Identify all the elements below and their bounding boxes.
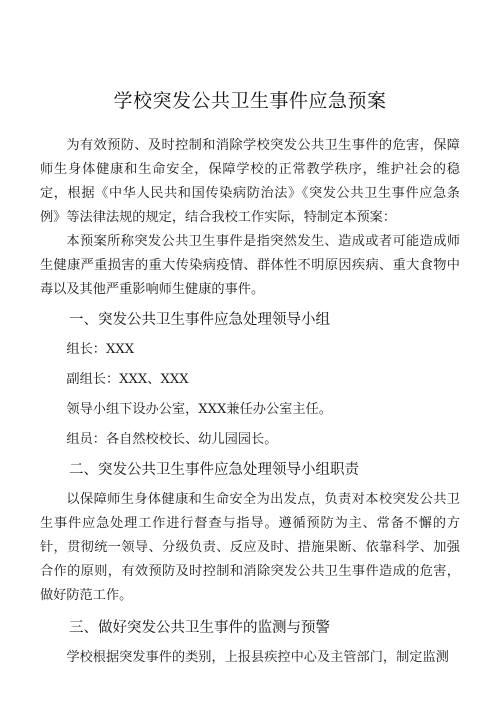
section-1-heading: 一、突发公共卫生事件应急处理领导小组 xyxy=(69,312,330,328)
document-title: 学校突发公共卫生事件应急预案 xyxy=(113,90,387,112)
intro-paragraph-2: 本预案所称突发公共卫生事件是指突然发生、造成或者可能造成师生健康严重损害的重大传染病疫情、群体性不明原因疾病、重大食物中毒以及其他严重影响师生健康的事件。 xyxy=(40,234,460,297)
document-body xyxy=(40,134,460,670)
section-1-members: 组员：各自然校校长、幼儿园园长。 xyxy=(66,432,278,447)
section-3-body: 学校根据突发事件的类别，上报县疾控中心及主管部门，制定监测 xyxy=(66,650,449,665)
section-2-body: 以保障师生身体健康和生命安全为出发点，负责对本校突发公共卫生事件应急处理工作进行督查与指导。遵循预防为主、常备不懈的方针，贯彻统一领导、分级负责、反应及时、措施果断、依靠科学、加强合作的原则，有效预防及时控制和消除突发公共卫生事件造成的危害，做好防范工作。 xyxy=(40,492,460,603)
section-1-deputy: 副组长：XXX、XXX xyxy=(66,372,189,387)
section-2-heading: 二、突发公共卫生事件应急处理领导小组职责 xyxy=(69,462,359,478)
section-3-heading: 三、做好突发公共卫生事件的监测与预警 xyxy=(69,620,330,636)
section-1-leader: 组长：XXX xyxy=(66,342,135,357)
intro-paragraph-1: 为有效预防、及时控制和消除学校突发公共卫生事件的危害，保障师生身体健康和生命安全，保障学校的正常教学秩序，维护社会的稳定，根据《中华人民共和国传染病防治法》《突发公共卫生事件应急条例》等法律法规的规定，结合我校工作实际，特制定本预案： xyxy=(40,138,460,225)
section-1-office: 领导小组下设办公室，XXX兼任办公室主任。 xyxy=(66,402,332,417)
